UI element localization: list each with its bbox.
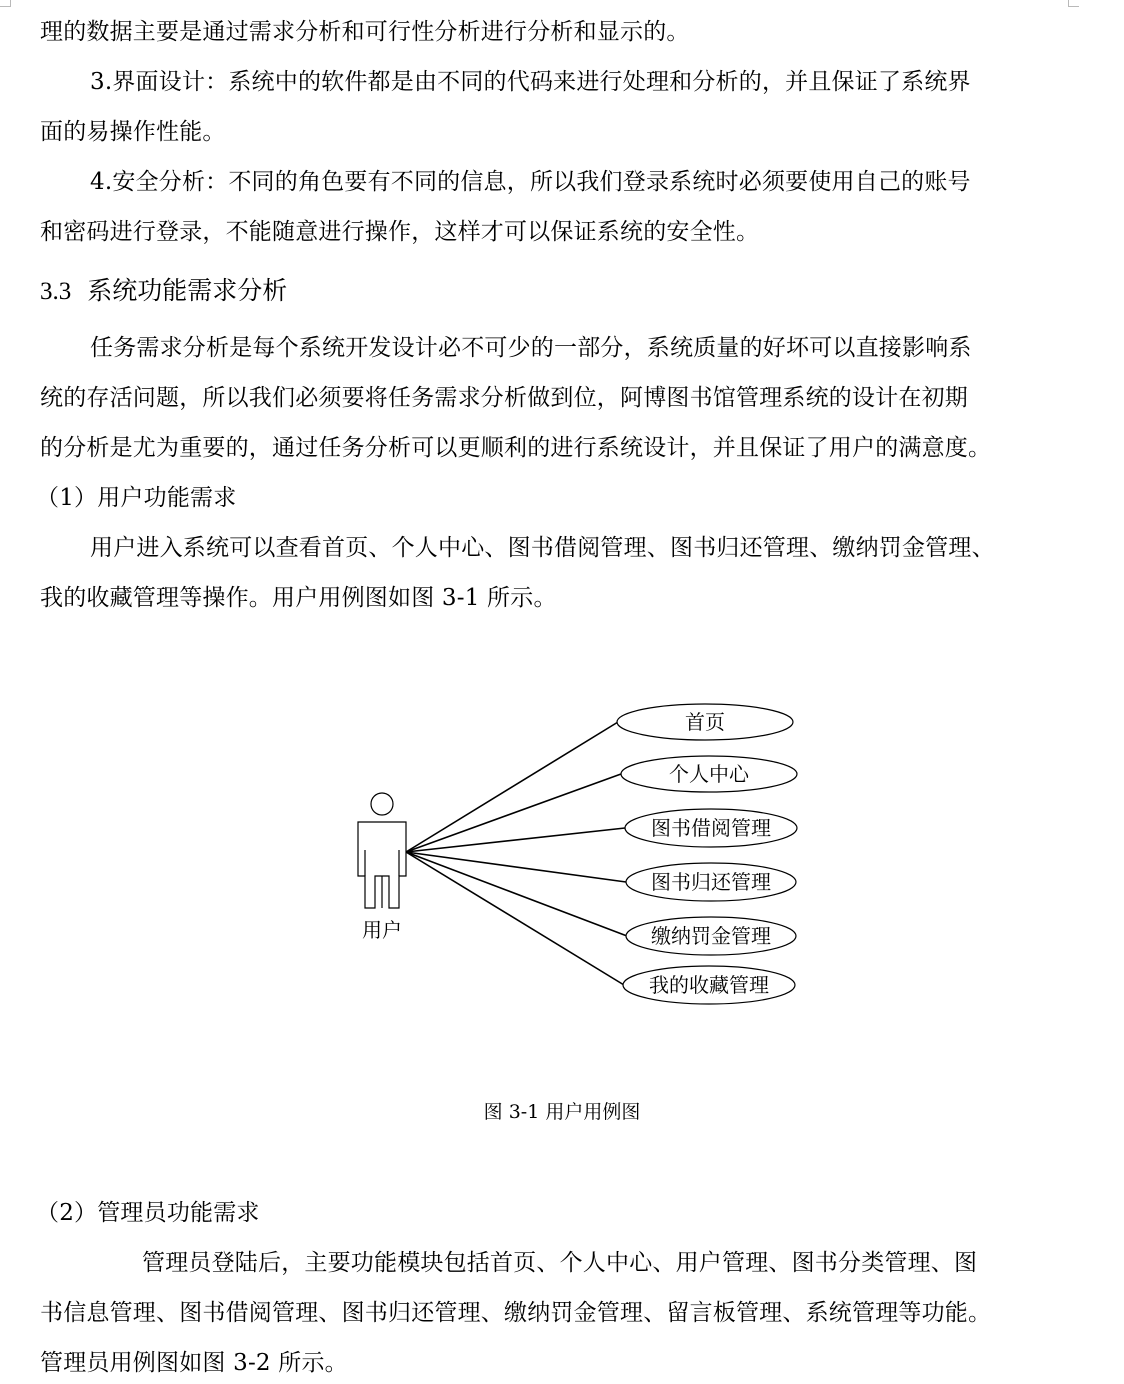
subsection-title: （1）用户功能需求 bbox=[36, 485, 237, 511]
paragraph-line: 3.界面设计：系统中的软件都是由不同的代码来进行处理和分析的，并且保证了系统界 bbox=[90, 69, 971, 95]
paragraph-line: 我的收藏管理等操作。用户用例图如图 3-1 所示。 bbox=[40, 585, 557, 611]
use-case-diagram bbox=[0, 640, 1124, 1060]
use-case-label: 图书借阅管理 bbox=[651, 816, 771, 840]
paragraph-line: 和密码进行登录，不能随意进行操作，这样才可以保证系统的安全性。 bbox=[40, 219, 760, 245]
paragraph-line: 书信息管理、图书借阅管理、图书归还管理、缴纳罚金管理、留言板管理、系统管理等功能。 bbox=[40, 1300, 992, 1326]
page-corner-mark-left bbox=[0, 0, 11, 7]
association-line bbox=[406, 852, 626, 882]
figure-caption: 图 3-1 用户用例图 bbox=[483, 1101, 641, 1123]
use-case-fine-management bbox=[626, 917, 796, 955]
actor-label: 用户 bbox=[362, 918, 402, 942]
paragraph-line: 管理员用例图如图 3-2 所示。 bbox=[40, 1350, 348, 1376]
paragraph-line: 面的易操作性能。 bbox=[40, 119, 226, 145]
section-number: 3.3 bbox=[40, 278, 72, 305]
use-case-label: 缴纳罚金管理 bbox=[651, 924, 771, 948]
use-case-label: 首页 bbox=[685, 710, 725, 734]
actor-figure bbox=[358, 793, 406, 908]
subsection-title: （2）管理员功能需求 bbox=[36, 1200, 260, 1226]
paragraph-line: 4.安全分析：不同的角色要有不同的信息，所以我们登录系统时必须要使用自己的账号 bbox=[90, 169, 971, 195]
paragraph-line: 任务需求分析是每个系统开发设计必不可少的一部分，系统质量的好坏可以直接影响系 bbox=[90, 335, 972, 361]
use-case-favorites-management bbox=[623, 966, 795, 1004]
use-case-label: 我的收藏管理 bbox=[649, 973, 769, 997]
actor-head bbox=[371, 793, 393, 815]
page-corner-mark-right bbox=[1068, 0, 1079, 7]
use-case-homepage bbox=[617, 704, 793, 740]
section-heading bbox=[40, 275, 287, 308]
paragraph-line: 的分析是尤为重要的，通过任务分析可以更顺利的进行系统设计，并且保证了用户的满意度。 bbox=[40, 435, 992, 461]
paragraph-line: 理的数据主要是通过需求分析和可行性分析进行分析和显示的。 bbox=[40, 19, 690, 45]
use-case-label: 图书归还管理 bbox=[651, 870, 771, 894]
paragraph-line: 用户进入系统可以查看首页、个人中心、图书借阅管理、图书归还管理、缴纳罚金管理、 bbox=[90, 535, 995, 561]
use-case-return-management bbox=[626, 863, 796, 901]
use-case-personal-center bbox=[621, 756, 797, 792]
association-lines bbox=[406, 722, 627, 985]
use-case-label: 个人中心 bbox=[669, 762, 749, 786]
association-line bbox=[406, 852, 627, 936]
paragraph-line: 管理员登陆后，主要功能模块包括首页、个人中心、用户管理、图书分类管理、图 bbox=[142, 1250, 978, 1276]
use-case-borrow-management bbox=[625, 809, 797, 847]
section-title: 系统功能需求分析 bbox=[87, 276, 288, 305]
paragraph-line: 统的存活问题，所以我们必须要将任务需求分析做到位，阿博图书馆管理系统的设计在初期 bbox=[40, 385, 968, 411]
association-line bbox=[406, 852, 624, 985]
